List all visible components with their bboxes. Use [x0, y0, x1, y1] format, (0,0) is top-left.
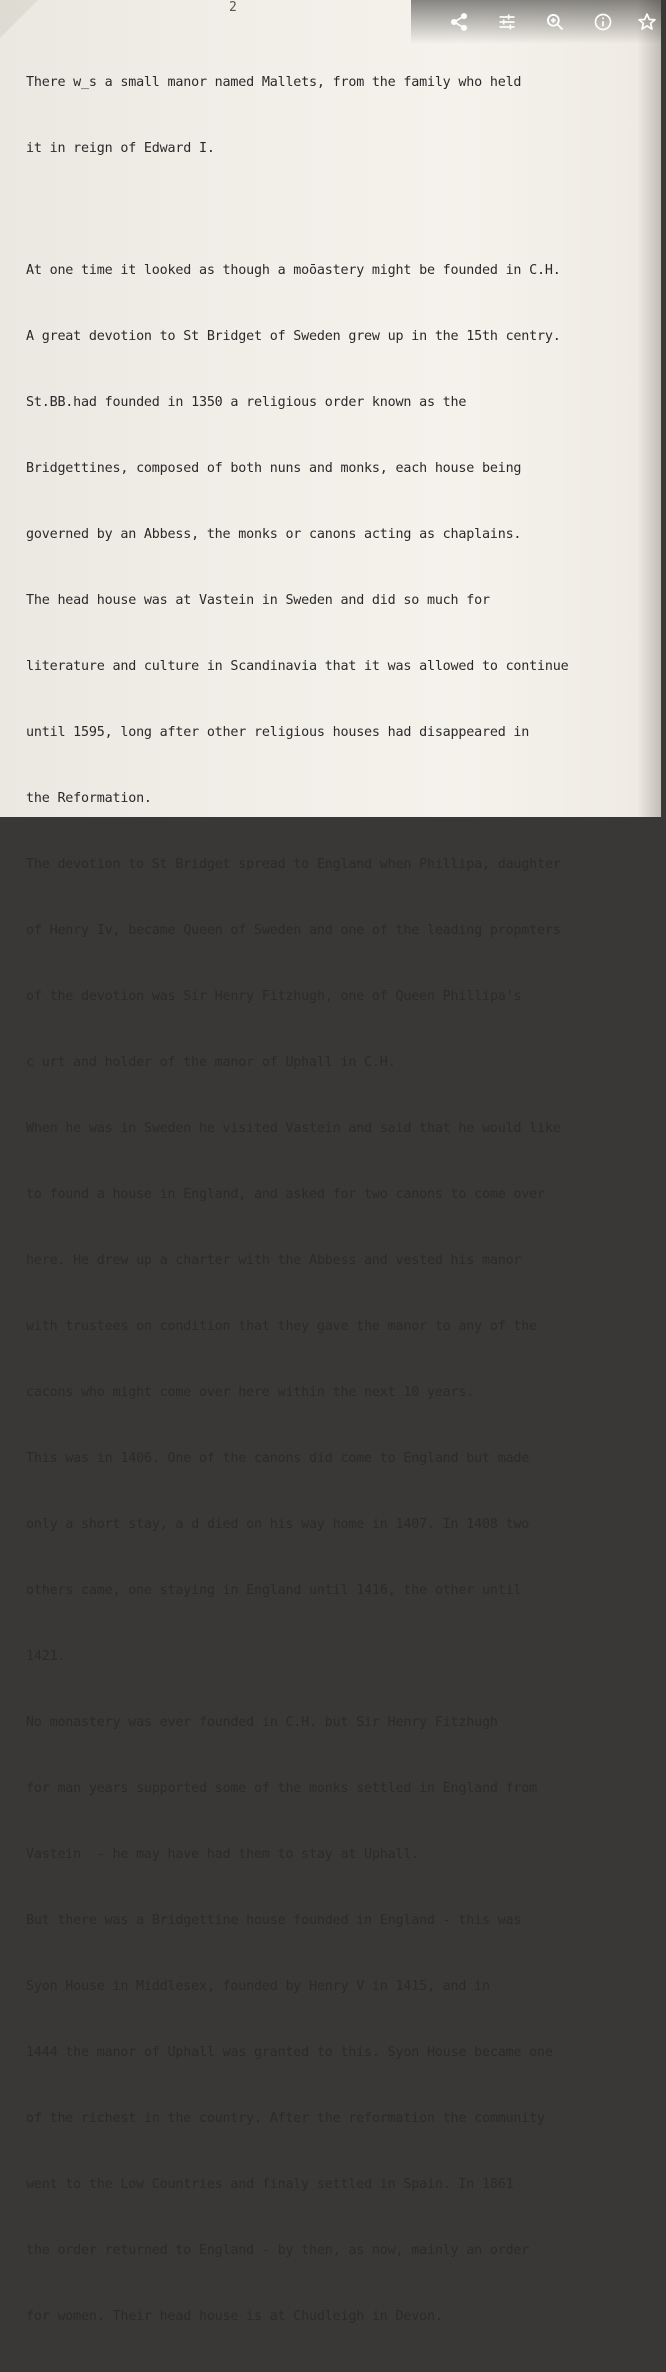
- text-line: The head house was at Vastein in Sweden and did so much for: [26, 593, 490, 608]
- text-line: But there was a Bridgettine house founded in England - this was: [26, 1913, 522, 1928]
- text-line: governed by an Abbess, the monks or canons acting as chaplains.: [26, 527, 522, 542]
- adjust-icon[interactable]: [493, 8, 521, 36]
- text-line: Syon House in Middlesex, founded by Henry V in 1415, and in: [26, 1979, 490, 1994]
- text-line: c urt and holder of the manor of Uphall in C.H.: [26, 1055, 396, 1070]
- text-line: others came, one staying in England until 1416, the other until: [26, 1583, 522, 1598]
- text-line: went to the Low Countries and finaly settled in Spain. In 1861: [26, 2177, 514, 2192]
- text-line: of the devotion was Sir Henry Fitzhugh, one of Queen Phillipa's: [26, 989, 522, 1004]
- text-line: When he was in Sweden he visited Vastein and said that he would like: [26, 1121, 561, 1136]
- text-line: This was in 1406. One of the canons did come to England but made: [26, 1451, 530, 1466]
- text-line: St.BB.had founded in 1350 a religious order known as the: [26, 395, 467, 410]
- text-line: of the richest in the country. After the reformation the community: [26, 2111, 545, 2126]
- image-viewer-toolbar: [411, 0, 661, 44]
- text-line: until 1595, long after other religious houses had disappeared in: [26, 725, 530, 740]
- text-line: it in reign of Edward I.: [26, 141, 215, 156]
- text-line: 1421.: [26, 1649, 66, 1664]
- text-line: of Henry Iv, became Queen of Sweden and one of the leading propmters: [26, 923, 561, 938]
- text-line: There w_s a small manor named Mallets, from the family who held: [26, 75, 522, 90]
- text-line: No monastery was ever founded in C.H. but Sir Henry Fitzhugh: [26, 1715, 498, 1730]
- typewritten-text: [26, 28, 666, 2372]
- text-line: with trustees on condition that they gave the manor to any of the: [26, 1319, 538, 1334]
- text-line: The devotion to St Bridget spread to England when Phillipa, daughter: [26, 857, 561, 872]
- text-line: cacons who might come over here within the next 10 years.: [26, 1385, 475, 1400]
- text-line: the order returned to England - by then, as now, mainly an order: [26, 2243, 530, 2258]
- text-line: the Reformation.: [26, 791, 152, 806]
- text-line: Bridgettines, composed of both nuns and monks, each house being: [26, 461, 522, 476]
- text-line: A great devotion to St Bridget of Sweden grew up in the 15th centry.: [26, 329, 561, 344]
- share-icon[interactable]: [445, 8, 473, 36]
- blank-line: [26, 204, 666, 216]
- text-line: for women. Their head house is at Chudleigh in Devon.: [26, 2309, 443, 2324]
- text-line: 1444 the manor of Uphall was granted to this. Syon House became one: [26, 2045, 553, 2060]
- info-icon[interactable]: [589, 8, 617, 36]
- text-line: At one time it looked as though a moōastery might be founded in C.H.: [26, 263, 561, 278]
- text-line: for man years supported some of the monks settled in England from: [26, 1781, 538, 1796]
- text-line: only a short stay, a d died on his way home in 1407. In 1408 two: [26, 1517, 530, 1532]
- text-line: here. He drew up a charter with the Abbess and vested his manor: [26, 1253, 522, 1268]
- text-line: to found a house in England, and asked for two canons to come over: [26, 1187, 545, 1202]
- star-icon[interactable]: [633, 8, 661, 36]
- text-line: Vastein - he may have had them to stay at Uphall.: [26, 1847, 420, 1862]
- text-line: literature and culture in Scandinavia that it was allowed to continue: [26, 659, 569, 674]
- page-number: 2: [229, 0, 237, 15]
- zoom-in-icon[interactable]: [541, 8, 569, 36]
